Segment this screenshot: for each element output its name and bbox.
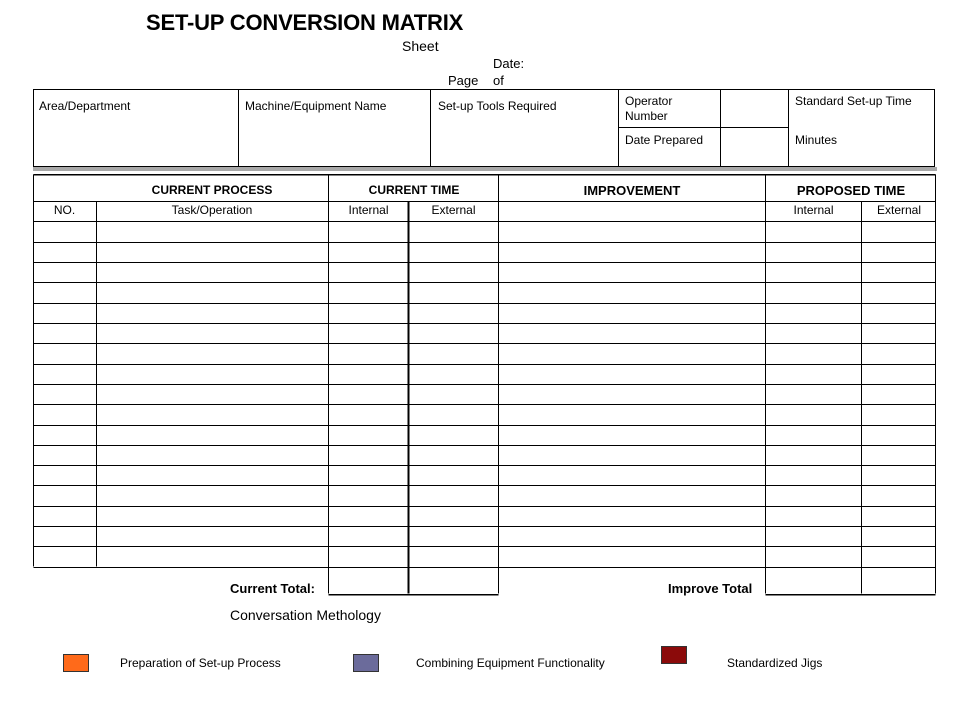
- current-process-header: CURRENT PROCESS: [151, 183, 273, 197]
- operator-number-label-line2: Number: [625, 109, 668, 123]
- current-external-column-header: External: [431, 203, 476, 217]
- standard-setup-time-label: Standard Set-up Time: [795, 94, 912, 108]
- machine-equipment-field[interactable]: Machine/Equipment Name: [245, 99, 387, 113]
- legend-preparation: Preparation of Set-up Process: [120, 656, 281, 670]
- of-label: of: [493, 73, 504, 88]
- jigs-color-swatch: [661, 646, 687, 664]
- legend-standardized-jigs: Standardized Jigs: [727, 656, 823, 670]
- current-total-label: Current Total:: [230, 581, 315, 596]
- date-label: Date:: [493, 56, 525, 71]
- preparation-color-swatch: [63, 654, 89, 672]
- proposed-time-header: PROPOSED TIME: [796, 183, 906, 198]
- setup-tools-field[interactable]: Set-up Tools Required: [438, 99, 557, 113]
- current-internal-column-header: Internal: [348, 203, 389, 217]
- date-prepared-label: Date Prepared: [625, 133, 704, 147]
- improvement-header: IMPROVEMENT: [583, 183, 681, 198]
- methodology-title: Conversation Methology: [230, 607, 381, 623]
- document-title: SET-UP CONVERSION MATRIX: [146, 10, 464, 35]
- no-column-header: NO.: [53, 203, 76, 217]
- area-department-field[interactable]: Area/Department: [39, 99, 131, 113]
- proposed-external-column-header: External: [876, 203, 922, 217]
- sheet-label: Sheet: [402, 38, 439, 54]
- current-time-header: CURRENT TIME: [368, 183, 460, 197]
- legend-combining: Combining Equipment Functionality: [416, 656, 605, 670]
- page-label: Page: [448, 73, 479, 88]
- proposed-internal-column-header: Internal: [793, 203, 834, 217]
- task-operation-column-header: Task/Operation: [171, 203, 253, 217]
- minutes-label: Minutes: [795, 133, 838, 147]
- combining-color-swatch: [353, 654, 379, 672]
- improve-total-label: Improve Total: [668, 581, 753, 596]
- operator-number-label-line1: Operator: [625, 94, 673, 108]
